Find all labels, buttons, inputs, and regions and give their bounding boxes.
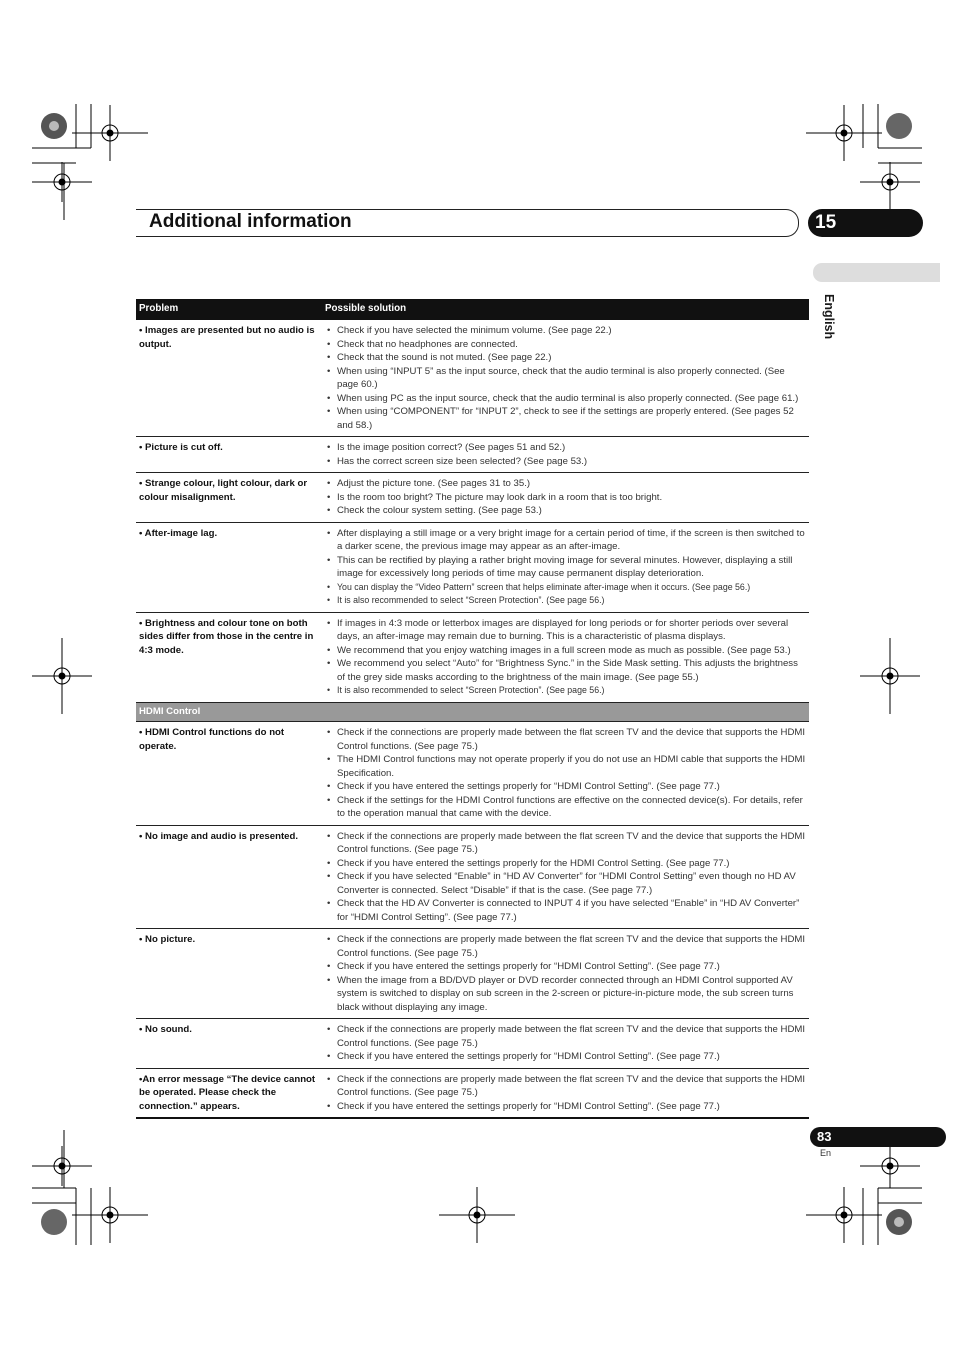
solution-item: • When using “COMPONENT” for “INPUT 2”, check to see if the settings are properly entered. (See pages 52 and 58.): [325, 405, 806, 432]
solution-item: • Check that the sound is not muted. (See page 22.): [325, 351, 806, 365]
solution-cell: [322, 929, 809, 1019]
table-row: [136, 1068, 809, 1118]
table-body: [136, 320, 809, 1118]
solution-cell: [322, 437, 809, 473]
solution-item: • Check if you have entered the settings properly for the HDMI Control Setting. (See page 77.): [325, 857, 806, 871]
solution-cell: [322, 522, 809, 612]
section-header-row: [136, 702, 809, 722]
problem-cell: • Images are presented but no audio is output.: [136, 320, 322, 437]
solution-item: • It is also recommended to select “Screen Protection”. (See page 56.): [325, 594, 806, 608]
solution-item: • Check if the connections are properly made between the flat screen TV and the device that supports the HDMI Control functions. (See page 75.): [325, 1023, 806, 1050]
problem-cell: • Picture is cut off.: [136, 437, 322, 473]
solution-cell: [322, 722, 809, 826]
solution-list: [325, 1023, 806, 1064]
problem-cell: • Strange colour, light colour, dark or colour misalignment.: [136, 473, 322, 523]
solution-item: • Check if the connections are properly made between the flat screen TV and the device that supports the HDMI Control functions. (See page 75.): [325, 830, 806, 857]
table-header: [136, 299, 809, 320]
problem-cell: • After-image lag.: [136, 522, 322, 612]
solution-item: • The HDMI Control functions may not operate properly if you do not use an HDMI cable that supports the HDMI Specification.: [325, 753, 806, 780]
problem-cell: • No sound.: [136, 1019, 322, 1069]
section-title: HDMI Control: [136, 702, 809, 722]
table-row: [136, 612, 809, 702]
solution-item: • Check if you have selected “Enable” in “HD AV Converter” for “HDMI Control Setting” even though no HD AV Converter is connected. Select “Disable” if that is the case. (See page 77.): [325, 870, 806, 897]
solution-item: • This can be rectified by playing a rather bright moving image for several minutes. However, displaying a still image for excessively long periods of time may cause permanent display deterioration.: [325, 554, 806, 581]
table-row: [136, 825, 809, 929]
solution-item: • Check the colour system setting. (See page 53.): [325, 504, 806, 518]
solution-item: • Check if the connections are properly made between the flat screen TV and the device that supports the HDMI Control functions. (See page 75.): [325, 726, 806, 753]
solution-list: [325, 1073, 806, 1114]
table-row: [136, 473, 809, 523]
solution-item: • Check if you have entered the settings properly for “HDMI Control Setting”. (See page 77.): [325, 1100, 806, 1114]
table-row: [136, 522, 809, 612]
page-language-code: En: [820, 1148, 832, 1158]
solution-list: [325, 477, 806, 518]
solution-item: • When using PC as the input source, check that the audio terminal is also properly connected. (See page 61.): [325, 392, 806, 406]
solution-item: • Adjust the picture tone. (See pages 31 to 35.): [325, 477, 806, 491]
solution-item: • Check that no headphones are connected.: [325, 338, 806, 352]
column-header-solution: Possible solution: [322, 299, 809, 320]
solution-list: [325, 441, 806, 468]
problem-cell: • HDMI Control functions do not operate.: [136, 722, 322, 826]
solution-list: [325, 617, 806, 698]
solution-item: • When using “INPUT 5” as the input source, check that the audio terminal is also properly connected. (See page 60.): [325, 365, 806, 392]
solution-item: • Check if the connections are properly made between the flat screen TV and the device that supports the HDMI Control functions. (See page 75.): [325, 933, 806, 960]
problem-cell: •An error message “The device cannot be operated. Please check the connection.” appears.: [136, 1068, 322, 1118]
language-label-text: English: [822, 294, 836, 340]
page-number: 83: [817, 1129, 832, 1144]
solution-item: • Is the room too bright? The picture may look dark in a room that is too bright.: [325, 491, 806, 505]
problem-cell: • No image and audio is presented.: [136, 825, 322, 929]
solution-cell: [322, 320, 809, 437]
solution-cell: [322, 825, 809, 929]
solution-cell: [322, 1068, 809, 1118]
solution-item: • You can display the “Video Pattern” screen that helps eliminate after-image when it occurs. (See page 56.): [325, 581, 806, 595]
solution-item: • Check if you have entered the settings properly for “HDMI Control Setting”. (See page 77.): [325, 960, 806, 974]
solution-list: [325, 933, 806, 1014]
solution-item: • When the image from a BD/DVD player or DVD recorder connected through an HDMI Control supported AV system is switched to display on sub screen in the 2-screen or picture-in-picture mode, the sub screen turns black without displaying any image.: [325, 974, 806, 1015]
table-row: [136, 437, 809, 473]
solution-cell: [322, 473, 809, 523]
solution-item: • Check that the HD AV Converter is connected to INPUT 4 if you have selected “Enable” in “HD AV Converter” for “HDMI Control Setting”. (See page 77.): [325, 897, 806, 924]
solution-item: • Check if you have selected the minimum volume. (See page 22.): [325, 324, 806, 338]
chapter-number: 15: [815, 212, 837, 233]
solution-item: • It is also recommended to select “Screen Protection”. (See page 56.): [325, 684, 806, 698]
solution-list: [325, 830, 806, 925]
table-row: [136, 320, 809, 437]
solution-list: [325, 324, 806, 432]
solution-item: • Check if you have entered the settings properly for “HDMI Control Setting”. (See page 77.): [325, 780, 806, 794]
solution-item: • Has the correct screen size been selected? (See page 53.): [325, 455, 806, 469]
solution-list: [325, 527, 806, 608]
problem-cell: • No picture.: [136, 929, 322, 1019]
troubleshooting-table: [136, 299, 809, 1119]
solution-item: • We recommend you select “Auto” for “Brightness Sync.” in the Side Mask setting. This adjusts the brightness of the grey side masks according to the brightness of the main image. (See page 55.): [325, 657, 806, 684]
solution-item: • Check if you have entered the settings properly for “HDMI Control Setting”. (See page 77.): [325, 1050, 806, 1064]
solution-item: • Is the image position correct? (See pages 51 and 52.): [325, 441, 806, 455]
language-label: [806, 294, 846, 360]
solution-item: • Check if the connections are properly made between the flat screen TV and the device that supports the HDMI Control functions. (See page 75.): [325, 1073, 806, 1100]
table-row: [136, 929, 809, 1019]
problem-cell: • Brightness and colour tone on both sides differ from those in the centre in 4:3 mode.: [136, 612, 322, 702]
page-title: Additional information: [149, 211, 352, 232]
solution-item: • After displaying a still image or a very bright image for a certain period of time, if the screen is then switched to a darker scene, the previous image may appear as an after-image.: [325, 527, 806, 554]
solution-cell: [322, 1019, 809, 1069]
table-row: [136, 1019, 809, 1069]
solution-item: • Check if the settings for the HDMI Control functions are effective on the connected device(s). For details, refer to the operation manual that came with the device.: [325, 794, 806, 821]
solution-item: • If images in 4:3 mode or letterbox images are displayed for long periods or for shorter periods over several days, an after-image may remain due to burning. This is a characteristic of plasma displays.: [325, 617, 806, 644]
column-header-problem: Problem: [136, 299, 322, 320]
solution-cell: [322, 612, 809, 702]
solution-list: [325, 726, 806, 821]
solution-item: • We recommend that you enjoy watching images in a full screen mode as much as possible. (See page 53.): [325, 644, 806, 658]
language-tab: [813, 263, 940, 282]
table-row: [136, 722, 809, 826]
